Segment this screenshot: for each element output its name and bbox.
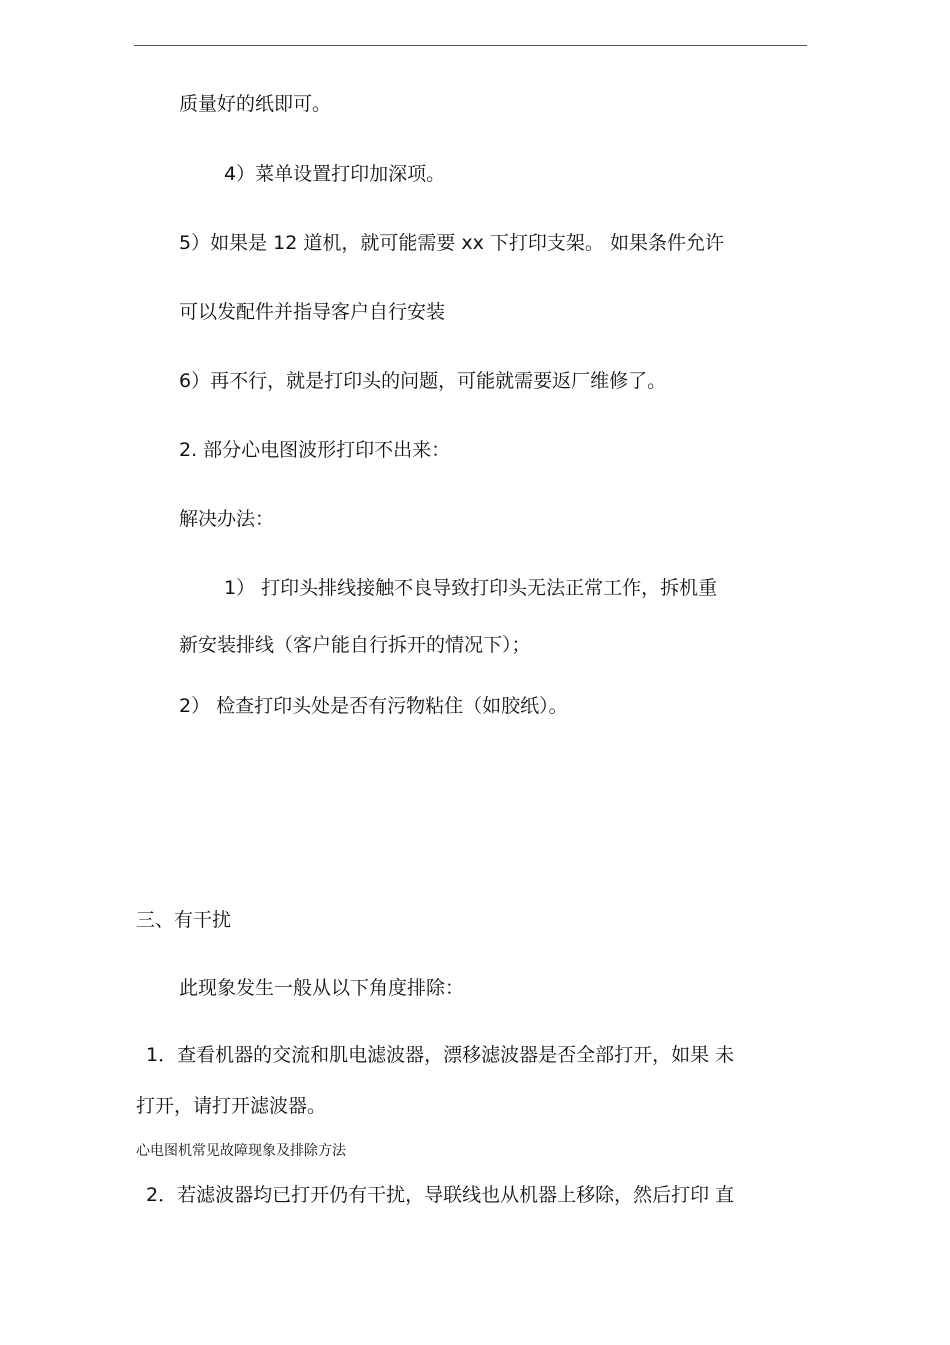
text-line: 可以发配件并指导客户自行安装 [179,301,446,323]
section-heading: 三、有干扰 [136,909,232,931]
header-rule [134,45,807,46]
text-line: 2．若滤波器均已打开仍有干扰，导联线也从机器上移除，然后打印 直 [146,1184,735,1206]
text-line: 6）再不行，就是打印头的问题，可能就需要返厂维修了。 [179,370,667,392]
text-line: 新安装排线（客户能自行拆开的情况下）； [179,634,531,656]
text-line: 4）菜单设置打印加深项。 [224,163,446,185]
text-line: 1） 打印头排线接触不良导致打印头无法正常工作，拆机重 [224,577,718,599]
text-line: 打开，请打开滤波器。 [136,1095,327,1117]
text-line: 2） 检查打印头处是否有污物粘住（如胶纸）。 [179,695,568,717]
text-line: 1．查看机器的交流和肌电滤波器，漂移滤波器是否全部打开，如果 未 [146,1044,735,1066]
text-line: 此现象发生一般从以下角度排除： [179,977,465,999]
text-line: 质量好的纸即可。 [179,93,332,115]
section-heading: 2. 部分心电图波形打印不出来： [179,439,451,461]
text-line: 解决办法： [179,508,275,530]
document-footer-title: 心电图机常见故障现象及排除方法 [136,1143,346,1159]
text-line: 5）如果是 12 道机，就可能需要 xx 下打印支架。 如果条件允许 [179,232,724,254]
